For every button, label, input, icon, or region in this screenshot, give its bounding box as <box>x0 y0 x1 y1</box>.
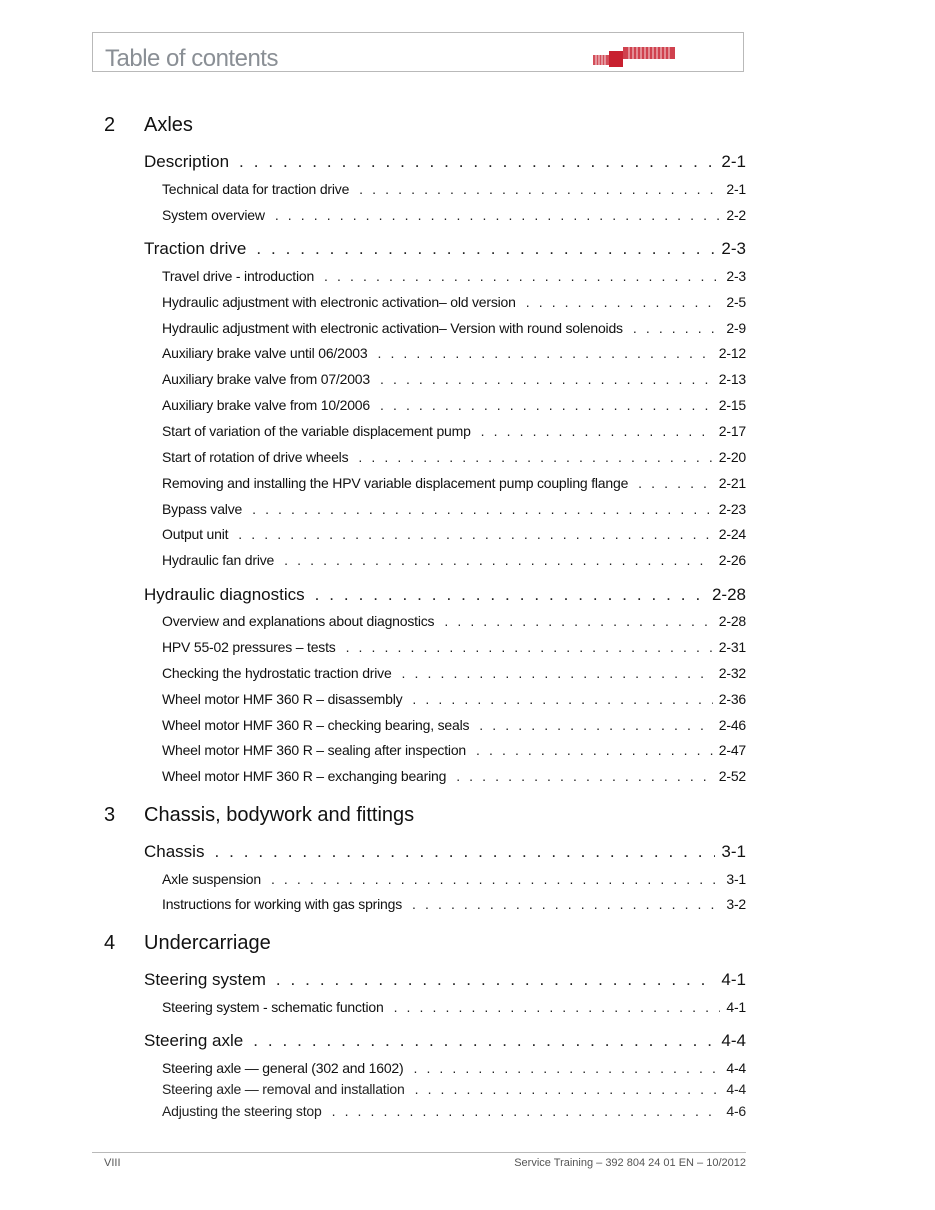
toc-subsection[interactable] <box>162 181 746 197</box>
toc-section[interactable] <box>144 842 746 862</box>
toc-page: 2-28 <box>711 585 746 604</box>
toc-section[interactable] <box>144 152 746 172</box>
toc-title: Wheel motor HMF 360 R – exchanging bearing <box>162 768 447 784</box>
toc-title: Output unit <box>162 526 229 542</box>
toc-subsection[interactable] <box>162 268 746 284</box>
toc-page: 2-5 <box>726 294 746 310</box>
toc-section[interactable] <box>144 239 746 259</box>
toc-page: 2-12 <box>718 345 746 361</box>
toc-subsection[interactable] <box>162 320 746 336</box>
toc-title: Steering axle — general (302 and 1602) <box>162 1060 404 1076</box>
toc-page: 3-1 <box>721 842 746 861</box>
toc-title: Wheel motor HMF 360 R – checking bearing, seals <box>162 717 470 733</box>
toc-subsection[interactable] <box>162 345 746 361</box>
toc-title: HPV 55-02 pressures – tests <box>162 639 336 655</box>
toc-title: Hydraulic fan drive <box>162 552 275 568</box>
toc-title: Steering system <box>144 970 266 989</box>
toc-section[interactable] <box>144 970 746 990</box>
toc-page: 2-24 <box>718 526 746 542</box>
toc-subsection[interactable] <box>162 501 746 517</box>
toc-title: Overview and explanations about diagnostics <box>162 613 435 629</box>
toc-title: Steering axle — removal and installation <box>162 1081 405 1097</box>
brand-logo-icon <box>593 47 675 69</box>
toc-page: 2-3 <box>721 239 746 258</box>
footer-doc-ref: Service Training – 392 804 24 01 EN – 10/2012 <box>514 1157 746 1169</box>
toc-title: Chassis <box>144 842 205 861</box>
toc-page: 2-2 <box>726 207 746 223</box>
toc-page: 4-1 <box>721 970 746 989</box>
toc-subsection[interactable] <box>162 207 746 223</box>
toc-page: 4-4 <box>721 1031 746 1050</box>
toc-section[interactable] <box>144 585 746 605</box>
chapter-number: 4 <box>104 932 116 954</box>
toc-page: 2-23 <box>718 501 746 517</box>
toc-page: 4-6 <box>726 1103 746 1119</box>
toc-subsection[interactable] <box>162 423 746 439</box>
toc-subsection[interactable] <box>162 1081 746 1097</box>
toc-page: 2-28 <box>718 613 746 629</box>
toc-title: Auxiliary brake valve until 06/2003 <box>162 345 368 361</box>
toc-subsection[interactable] <box>162 999 746 1015</box>
toc-subsection[interactable] <box>162 1103 746 1119</box>
toc-title: Auxiliary brake valve from 10/2006 <box>162 397 370 413</box>
footer-page-number: VIII <box>104 1157 121 1169</box>
toc-subsection[interactable] <box>162 896 746 912</box>
page-header <box>92 32 744 72</box>
toc-title: Instructions for working with gas springs <box>162 896 403 912</box>
toc-subsection[interactable] <box>162 871 746 887</box>
toc-page: 2-21 <box>718 475 746 491</box>
footer-divider <box>92 1152 746 1153</box>
chapter-title: Undercarriage <box>144 932 271 954</box>
toc-page: 4-4 <box>726 1081 746 1097</box>
toc-title: Travel drive - introduction <box>162 268 315 284</box>
toc-section[interactable] <box>144 1031 746 1051</box>
toc-page: 2-9 <box>726 320 746 336</box>
chapter-title: Axles <box>144 114 193 136</box>
toc-page: 2-1 <box>721 152 746 171</box>
toc-subsection[interactable] <box>162 552 746 568</box>
toc-title: Steering system - schematic function <box>162 999 384 1015</box>
toc-title: Removing and installing the HPV variable displacement pump coupling flange <box>162 475 629 491</box>
toc-title: Traction drive <box>144 239 247 258</box>
toc-page: 3-2 <box>726 896 746 912</box>
toc-title: Wheel motor HMF 360 R – disassembly <box>162 691 403 707</box>
toc-subsection[interactable] <box>162 449 746 465</box>
toc-page: 4-1 <box>726 999 746 1015</box>
toc-page: 2-47 <box>718 742 746 758</box>
toc-title: Start of rotation of drive wheels <box>162 449 349 465</box>
toc-subsection[interactable] <box>162 294 746 310</box>
toc-title: Bypass valve <box>162 501 243 517</box>
chapter-number: 3 <box>104 804 116 826</box>
toc-page: 2-17 <box>718 423 746 439</box>
toc-page: 4-4 <box>726 1060 746 1076</box>
chapter-title: Chassis, bodywork and fittings <box>144 804 415 826</box>
toc-title: Description <box>144 152 230 171</box>
toc-subsection[interactable] <box>162 639 746 655</box>
toc-subsection[interactable] <box>162 665 746 681</box>
toc-page: 2-26 <box>718 552 746 568</box>
toc-title: Checking the hydrostatic traction drive <box>162 665 392 681</box>
toc-page: 2-31 <box>718 639 746 655</box>
toc-page: 2-1 <box>726 181 746 197</box>
toc-title: Adjusting the steering stop <box>162 1103 322 1119</box>
toc-page: 2-32 <box>718 665 746 681</box>
toc-subsection[interactable] <box>162 742 746 758</box>
toc-subsection[interactable] <box>162 475 746 491</box>
toc-subsection[interactable] <box>162 691 746 707</box>
toc-subsection[interactable] <box>162 526 746 542</box>
toc-title: Wheel motor HMF 360 R – sealing after inspection <box>162 742 466 758</box>
toc-page: 2-36 <box>718 691 746 707</box>
toc-title: Steering axle <box>144 1031 244 1050</box>
toc-page: 2-46 <box>718 717 746 733</box>
toc-subsection[interactable] <box>162 717 746 733</box>
toc-subsection[interactable] <box>162 371 746 387</box>
toc-title: Hydraulic diagnostics <box>144 585 305 604</box>
page-title: Table of contents <box>105 45 278 72</box>
toc-page: 2-20 <box>718 449 746 465</box>
toc-page: 2-15 <box>718 397 746 413</box>
toc-subsection[interactable] <box>162 397 746 413</box>
toc-title: Hydraulic adjustment with electronic activation– old version <box>162 294 516 310</box>
toc-title: Start of variation of the variable displacement pump <box>162 423 471 439</box>
toc-subsection[interactable] <box>162 613 746 629</box>
toc-page: 2-3 <box>726 268 746 284</box>
toc-title: System overview <box>162 207 265 223</box>
toc-title: Technical data for traction drive <box>162 181 350 197</box>
chapter-number: 2 <box>104 114 116 136</box>
toc-page: 2-13 <box>718 371 746 387</box>
toc-page: 2-52 <box>718 768 746 784</box>
toc-title: Hydraulic adjustment with electronic activation– Version with round solenoids <box>162 320 623 336</box>
toc-title: Axle suspension <box>162 871 261 887</box>
toc-subsection[interactable] <box>162 768 746 784</box>
toc-subsection[interactable] <box>162 1060 746 1076</box>
toc-page: 3-1 <box>726 871 746 887</box>
toc-title: Auxiliary brake valve from 07/2003 <box>162 371 370 387</box>
